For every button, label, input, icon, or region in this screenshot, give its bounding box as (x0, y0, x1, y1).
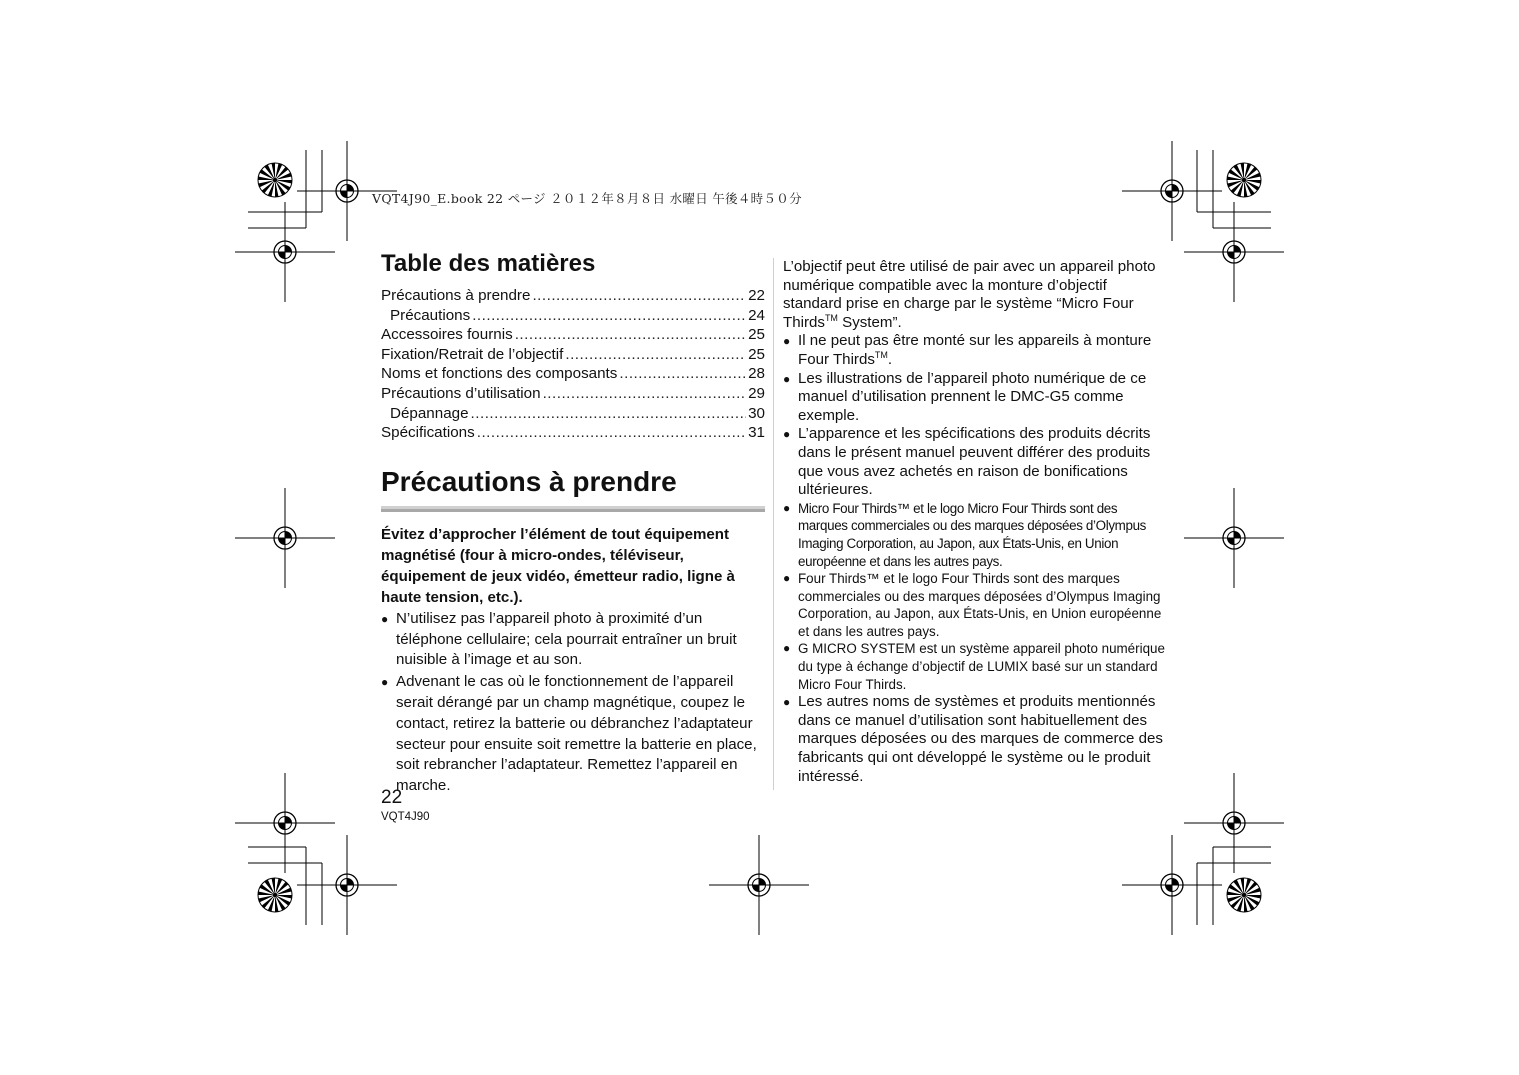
column-divider (773, 258, 774, 790)
toc-entry-label: Dépannage (390, 404, 469, 422)
toc-entry-label: Noms et fonctions des composants (381, 365, 618, 383)
list-item-text: Advenant le cas où le fonctionnement de l’appareil serait dérangé par un champ magnétique, coupez le contact, retirez la batterie ou débranchez l’adaptateur secteur pour ensuite soit remettre la batterie en place, soit rebrancher l’adaptateur. Remettez l’appareil en marche. (396, 673, 757, 795)
toc-title: Table des matières (381, 250, 596, 277)
toc-leader-dots (477, 423, 746, 443)
section-title: Précautions à prendre (381, 465, 677, 497)
toc-entry (381, 384, 765, 404)
toc-entry-label: Précautions à prendre (381, 287, 531, 304)
bullet-icon: ● (783, 427, 791, 442)
list-item (381, 609, 765, 671)
intro-text-end: System”. (837, 313, 902, 331)
bullet-icon: ● (381, 611, 389, 626)
magnetic-warning: Évitez d’approcher l’élément de tout équipement magnétisé (four à micro-ondes, téléviseur, équipement de jeux vidéo, émetteur radio, ligne à haute tension, etc.). (381, 525, 735, 606)
toc-entry-page: 30 (748, 404, 765, 422)
list-item (783, 370, 1168, 426)
toc-entry-label: Fixation/Retrait de l’objectif (381, 345, 564, 363)
toc-entry-page: 28 (748, 365, 765, 383)
bullet-icon: ● (783, 641, 791, 656)
toc-entry-page: 29 (748, 384, 765, 402)
left-column (381, 250, 765, 797)
toc-leader-dots (515, 325, 746, 345)
list-item (783, 693, 1168, 786)
bullet-icon: ● (783, 500, 790, 515)
trademark-mark: TM (874, 349, 888, 360)
list-item-text: Micro Four Thirds™ et le logo Micro Four Thirds sont des marques commerciales ou des marques déposées d’Olympus Imaging Corporation, au Japon, aux États-Unis, en Union européenne et dans les autres pays. (798, 500, 1147, 569)
table-of-contents (381, 286, 765, 443)
list-item (783, 640, 1168, 693)
list-item (783, 570, 1168, 640)
notes-list (783, 332, 1168, 786)
intro-text: L’objectif peut être utilisé de pair avec un appareil photo numérique compatible avec la monture d’objectif standard prise en charge par le système “Micro Four Thirds (783, 258, 1156, 331)
toc-entry (381, 423, 765, 443)
toc-entry (381, 404, 765, 424)
page-number: 22 (381, 787, 403, 808)
toc-entry-page: 31 (748, 424, 765, 442)
toc-leader-dots (532, 286, 746, 306)
toc-entry-page: 24 (748, 306, 765, 324)
list-item (783, 332, 1168, 369)
list-item-text: G MICRO SYSTEM est un système appareil photo numérique du type à échange d’objectif de LUMIX basé sur un standard Micro Four Thirds. (798, 641, 1165, 692)
bullet-icon: ● (783, 695, 791, 710)
list-item (381, 672, 765, 797)
right-column (783, 258, 1168, 786)
bullet-icon: ● (783, 371, 791, 386)
toc-entry (381, 286, 765, 306)
bullet-icon: ● (783, 334, 791, 349)
toc-leader-dots (543, 384, 747, 404)
toc-entry-page: 25 (748, 345, 765, 363)
toc-entry-label: Accessoires fournis (381, 326, 513, 344)
trademark-mark: TM (824, 312, 838, 323)
document-code: VQT4J90 (381, 811, 430, 823)
list-item-text: Les autres noms de systèmes et produits mentionnés dans ce manuel d’utilisation sont habituellement des marques déposées ou des marques de commerce des fabricants qui ont développé le système ou le produit intéressé. (798, 693, 1163, 785)
list-item-text: Les illustrations de l’appareil photo numérique de ce manuel d’utilisation prennent le DMC-G5 comme exemple. (798, 369, 1147, 424)
toc-leader-dots (471, 404, 747, 424)
print-slug-header: VQT4J90_E.book 22 ページ ２０１２年８月８日 水曜日 午後４時５０分 (372, 191, 802, 206)
toc-entry (381, 364, 765, 384)
toc-entry (381, 306, 765, 326)
toc-leader-dots (565, 345, 746, 365)
section-divider-bar (381, 506, 765, 512)
toc-entry-label: Précautions d’utilisation (381, 384, 541, 402)
bullet-icon: ● (783, 571, 791, 586)
list-item-text: N’utilisez pas l’appareil photo à proximité d’un téléphone cellulaire; cela pourrait entraîner un bruit nuisible à l’image et au son. (396, 609, 737, 669)
toc-leader-dots (619, 364, 746, 384)
list-item-text: L’apparence et les spécifications des produits décrits dans le présent manuel peuvent différer des produits que vous avez achetés en raison de bonifications ultérieures. (798, 425, 1151, 499)
precaution-list (381, 609, 765, 797)
list-item-text: Il ne peut pas être monté sur les appareils à monture Four Thirds (798, 332, 1152, 368)
toc-entry-label: Spécifications (381, 424, 475, 442)
bullet-icon: ● (381, 675, 389, 690)
toc-entry-page: 25 (748, 326, 765, 344)
list-item (783, 425, 1168, 499)
list-item-text: Four Thirds™ et le logo Four Thirds sont des marques commerciales ou des marques déposées d’Olympus Imaging Corporation, au Japon, aux États-Unis, en Union européenne et dans les autres pays. (798, 571, 1162, 639)
list-item (783, 500, 1168, 570)
list-item-text-end: . (887, 350, 893, 368)
toc-entry-page: 22 (748, 287, 765, 304)
toc-entry (381, 325, 765, 345)
toc-leader-dots (472, 306, 746, 326)
toc-entry-label: Précautions (390, 306, 471, 324)
intro-paragraph (783, 258, 1168, 332)
toc-entry (381, 345, 765, 365)
